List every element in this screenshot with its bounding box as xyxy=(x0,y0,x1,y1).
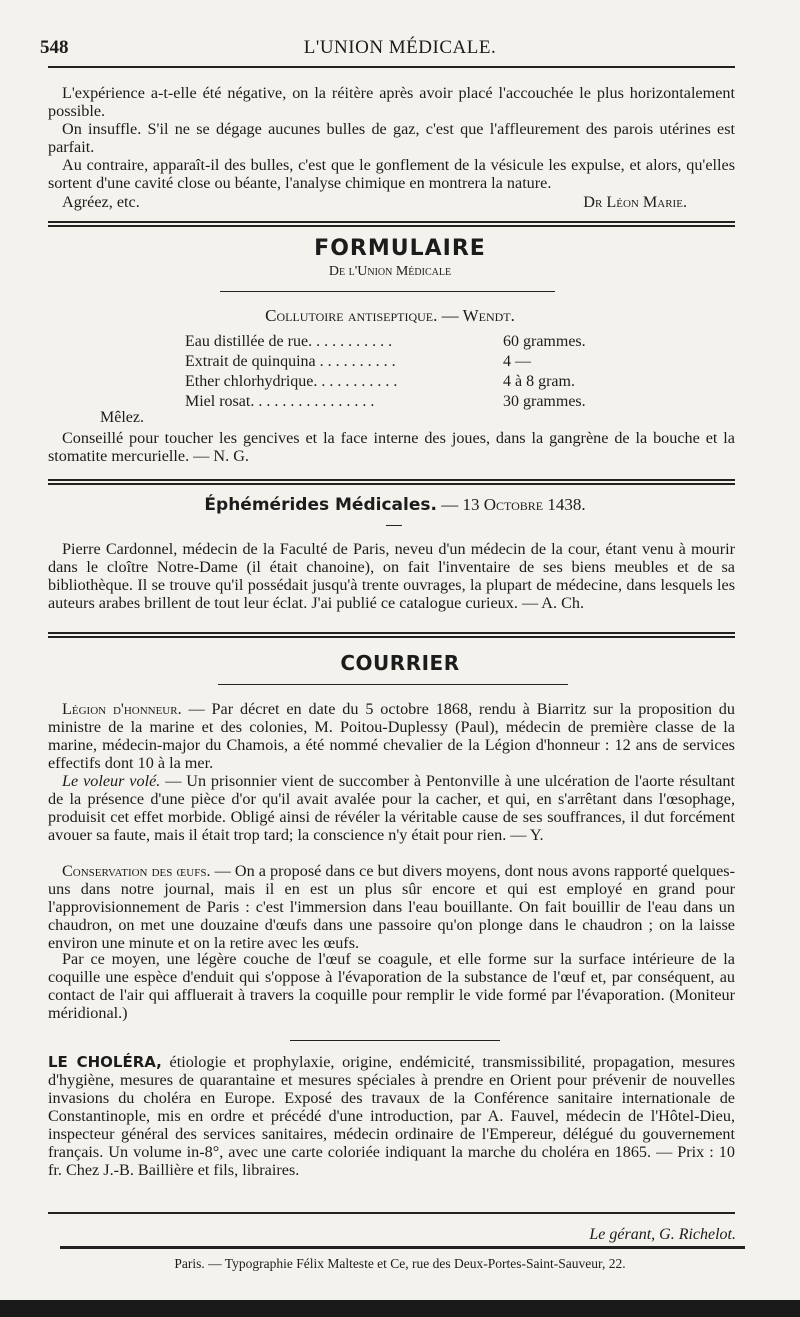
gerant-signature: Le gérant, G. Richelot. xyxy=(589,1226,736,1243)
ingredient-row xyxy=(185,373,605,393)
section-rule xyxy=(48,225,735,227)
voleur-text: — Un prisonnier vient de succomber à Pentonville à une ulcération de l'aorte résultant de la présence d'une pièce d'or qu'il avait avalée pour la cacher, et qui, en s'arrêtant dans l'œsophage, produisit cet effet morbide. Obligé ainsi de révéler la véritable cause de ses souffrances, il dut forcément avouer sa faute, mais il était trop tard; la conscience n'y était pour rien. — Y. xyxy=(48,772,735,844)
header-rule xyxy=(48,66,735,68)
recipe-mix: Mêlez. xyxy=(100,409,144,426)
ephemerides-title xyxy=(0,495,790,515)
formulaire-subheading: De l'Union Médicale xyxy=(328,264,452,279)
section-rule xyxy=(48,632,735,634)
recipe-ingredients xyxy=(185,333,605,413)
legion-text: — Par décret en date du 5 octobre 1868, rendu à Biarritz sur la proposition du ministre de la marine et des colonies, M. Poitou-Duplessy (Paul), médecin de première classe de la marine, médecin-major du Chamois, a été nommé chevalier de la Légion d'honneur : 12 ans de services effectifs dont 10 à la mer. xyxy=(48,700,735,772)
courrier-voleur xyxy=(48,772,735,844)
courrier-legion xyxy=(48,700,735,772)
imprint-line: Paris. — Typographie Félix Malteste et Ce, rue des Deux-Portes-Saint-Sauveur, 22. xyxy=(174,1256,626,1271)
letter-paragraph-3: Au contraire, apparaît-il des bulles, c'est que le gonflement de la vésicule les expulse, et alors, qu'elles sortent d'une cavité close ou béante, l'analyse chimique en montrera la nature. xyxy=(48,156,735,192)
page-number: 548 xyxy=(40,37,69,58)
oeufs-lead: Conservation des œufs. xyxy=(62,862,211,880)
oeufs-text: — On a proposé dans ce but divers moyens, dont nous avons rapporté quelques-uns dans notre journal, mais il en est un plus sûr encore et qui est employé en grand pour l'approvisionnement de Paris : c'est l'immersion dans l'eau bouillante. On fait bouillir de l'eau dans un chaudron, on met une douzaine d'œufs dans une passoire qu'on plonge dans le chaudron ; on la laisse environ une minute et on la retire avec les œufs. xyxy=(48,862,735,952)
ingredient-quantity: 4 à 8 gram. xyxy=(503,373,575,390)
footer-rule xyxy=(48,1212,735,1214)
imprint-rule xyxy=(60,1246,745,1249)
ingredient-name: Miel rosat. . . . . . . . . . . . . . . . xyxy=(185,393,375,410)
journal-title: L'UNION MÉDICALE. xyxy=(303,37,497,58)
ingredient-row xyxy=(185,353,605,373)
ingredient-name: Ether chlorhydrique. . . . . . . . . . . xyxy=(185,373,398,390)
voleur-lead: Le voleur volé. xyxy=(62,772,161,790)
courrier-rule xyxy=(218,684,568,685)
section-rule xyxy=(48,479,735,481)
letter-closing-line xyxy=(48,193,735,211)
letter-signature: Dr Léon Marie. xyxy=(583,193,687,211)
recipe-advice: Conseillé pour toucher les gencives et la face interne des joues, dans la gangrène de la bouche et la stomatite mercurielle. — N. G. xyxy=(48,429,735,465)
section-rule xyxy=(48,221,735,223)
courrier-oeufs xyxy=(48,862,735,952)
cholera-advert xyxy=(48,1053,735,1179)
section-rule xyxy=(48,483,735,485)
letter-paragraph-2: On insuffle. S'il ne se dégage aucunes bulles de gaz, c'est que l'affleurement des parois utérines est parfait. xyxy=(48,120,735,156)
courrier-heading: COURRIER xyxy=(340,651,460,675)
advert-rule xyxy=(290,1040,500,1041)
ingredient-quantity: 60 grammes. xyxy=(503,333,586,350)
formulaire-rule xyxy=(220,291,555,292)
ingredient-row xyxy=(185,333,605,353)
ephemerides-dash xyxy=(386,525,402,526)
ephemerides-heading: Éphémérides Médicales. xyxy=(204,495,437,515)
recipe-title: Collutoire antiseptique. — Wendt. xyxy=(265,306,515,325)
legion-lead: Légion d'honneur. xyxy=(62,700,182,718)
ingredient-row xyxy=(185,393,605,413)
ingredient-name: Extrait de quinquina . . . . . . . . . . xyxy=(185,353,396,370)
ephemerides-text: Pierre Cardonnel, médecin de la Faculté de Paris, neveu d'un médecin de la cour, étant venu à mourir dans le cloître Notre-Dame (il était chanoine), on fait l'inventaire de ses biens meubles et de sa bibliothèque. Il se trouve qu'il possédait jusqu'à trente ouvrages, la plupart de médecine, dans lesquels les auteurs arabes brillent de tout leur éclat. J'ai publié ce catalogue curieux. — A. Ch. xyxy=(48,540,735,612)
ingredient-quantity: 30 grammes. xyxy=(503,393,586,410)
formulaire-heading: FORMULAIRE xyxy=(314,236,486,261)
advert-lead: LE CHOLÉRA, xyxy=(48,1053,162,1071)
ingredient-quantity: 4 — xyxy=(503,353,531,370)
letter-paragraph-1: L'expérience a-t-elle été négative, on la réitère après avoir placé l'accouchée le plus horizontalement possible. xyxy=(48,84,735,120)
ephemerides-date: — 13 Octobre 1438. xyxy=(441,495,586,514)
ingredient-name: Eau distillée de rue. . . . . . . . . . . xyxy=(185,333,393,350)
scan-edge xyxy=(0,1300,800,1317)
courrier-oeufs-2: Par ce moyen, une légère couche de l'œuf se coagule, et elle forme sur la surface intérieure de la coquille une espèce d'enduit qui s'oppose à l'évaporation de la substance de l'œuf et, par conséquent, au contact de l'air qui affluerait à travers la coquille pour remplir le vide formé par l'évaporation. (Moniteur méridional.) xyxy=(48,950,735,1022)
section-rule xyxy=(48,636,735,638)
letter-closing: Agréez, etc. xyxy=(62,193,140,211)
advert-text: étiologie et prophylaxie, origine, endémicité, transmissibilité, propagation, mesures d'hygiène, mesures de quarantaine et mesures spéciales à prendre en Orient pour prévenir de nouvelles invasions du choléra en Europe. Exposé des travaux de la Conférence sanitaire internationale de Constantinople, mis en ordre et précédé d'une introduction, par A. Fauvel, médecin de l'Hôtel-Dieu, inspecteur général des services sanitaires, médecin ordinaire de l'Empereur, délégué du gouvernement français. Un volume in-8°, avec une carte coloriée indiquant la marche du choléra en 1865. — Prix : 10 fr. Chez J.-B. Baillière et fils, libraires. xyxy=(48,1053,735,1179)
